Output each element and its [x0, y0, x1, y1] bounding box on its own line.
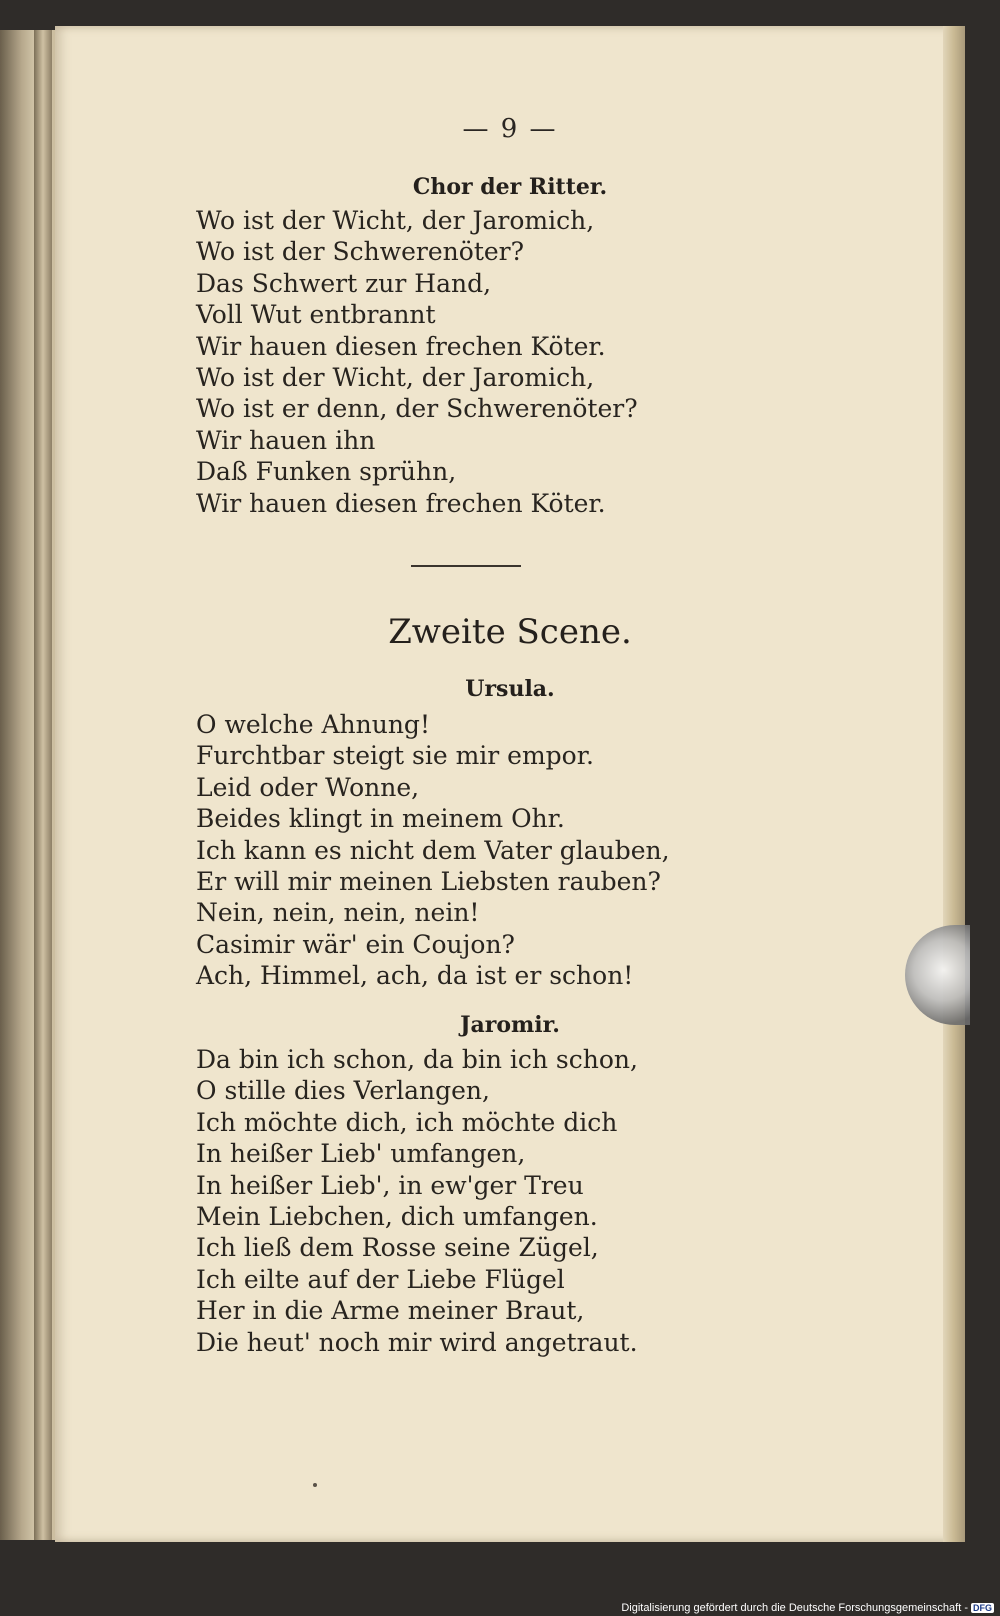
verse-line: Wo ist der Wicht, der Jaromich, — [196, 206, 595, 235]
verse-line: Wo ist er denn, der Schwerenöter? — [196, 394, 638, 424]
jaromir-verse — [196, 1044, 638, 1358]
verse-line: Ich ließ dem Rosse seine Zügel, — [196, 1233, 599, 1263]
verse-line: Wir hauen ihn — [196, 425, 376, 455]
verse-line: In heißer Lieb' umfangen, — [196, 1139, 526, 1169]
jaromir-heading: Jaromir. — [460, 1012, 560, 1038]
verse-line: Daß Funken sprühn, — [196, 457, 457, 487]
ursula-heading: Ursula. — [465, 676, 555, 702]
verse-line: Da bin ich schon, da bin ich schon, — [196, 1045, 638, 1074]
verse-line: In heißer Lieb', in ew'ger Treu — [196, 1170, 584, 1200]
ink-spot — [313, 1483, 317, 1487]
page-edge — [943, 26, 965, 1542]
footer-text: Digitalisierung gefördert durch die Deutsche Forschungsgemeinschaft - — [621, 1602, 968, 1614]
chorus-verse — [196, 205, 638, 519]
verse-line: O stille dies Verlangen, — [196, 1076, 490, 1106]
scene-title: Zweite Scene. — [388, 612, 632, 652]
verse-line: Nein, nein, nein, nein! — [196, 898, 480, 928]
verse-line: Wo ist der Schwerenöter? — [196, 237, 525, 267]
chorus-heading: Chor der Ritter. — [412, 174, 608, 200]
ursula-verse — [196, 709, 670, 992]
verse-line: Mein Liebchen, dich umfangen. — [196, 1202, 598, 1232]
book-page — [55, 26, 965, 1542]
verse-line: Ich eilte auf der Liebe Flügel — [196, 1264, 565, 1294]
verse-line: Voll Wut entbrannt — [196, 300, 436, 330]
verse-line: Wir hauen diesen frechen Köter. — [196, 488, 606, 518]
verse-line: Er will mir meinen Liebsten rauben? — [196, 867, 661, 897]
verse-line: Wo ist der Wicht, der Jaromich, — [196, 363, 595, 393]
verse-line: Ich möchte dich, ich möchte dich — [196, 1107, 618, 1137]
verse-line: Furchtbar steigt sie mir empor. — [196, 741, 594, 771]
verse-line: Ich kann es nicht dem Vater glauben, — [196, 835, 670, 865]
verse-line: Beides klingt in meinem Ohr. — [196, 804, 565, 834]
section-divider — [411, 565, 521, 567]
verse-line: Ach, Himmel, ach, da ist er schon! — [196, 961, 634, 991]
verse-line: Wir hauen diesen frechen Köter. — [196, 331, 606, 361]
verse-line: Das Schwert zur Hand, — [196, 268, 492, 298]
page-number: — 9 — — [462, 114, 558, 144]
verse-line: Her in die Arme meiner Braut, — [196, 1296, 585, 1326]
verse-line: Leid oder Wonne, — [196, 772, 420, 802]
book-spine — [34, 30, 52, 1540]
dfg-logo: DFG — [973, 1603, 992, 1613]
verse-line: O welche Ahnung! — [196, 710, 430, 739]
digitization-footer — [621, 1602, 994, 1614]
verse-line: Die heut' noch mir wird angetraut. — [196, 1327, 638, 1357]
verse-line: Casimir wär' ein Coujon? — [196, 929, 515, 959]
